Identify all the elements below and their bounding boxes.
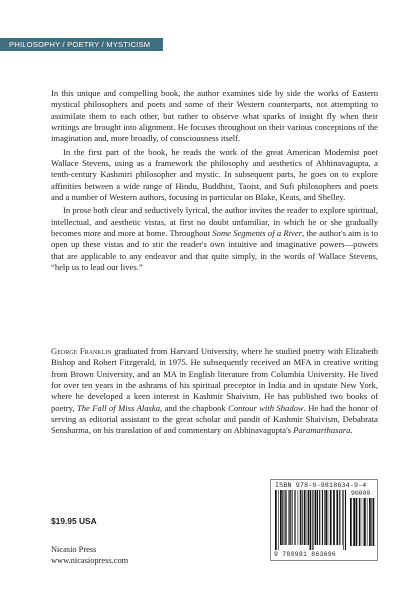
barcode-bar — [324, 490, 325, 545]
ean-right-digits: 863696 — [311, 551, 337, 558]
barcode-bar — [317, 490, 318, 545]
price-label: $19.95 USA — [51, 516, 97, 526]
description-p3-text-a: In prose both clear and seductively lyrical, the author invites the reader to explore spiritual, intellectual, and aesthetic vistas, at first no doubt unfamiliar, in which he or she gradually becomes more and more at home. Throughout — [51, 205, 378, 239]
description-paragraph-2: In the first part of the book, he reads the work of the great American Modernist poet Wallace Stevens, using as a framework the philosophy and aesthetics of Abhinavagupta, a tenth-century Kashmiri philosopher and mystic. In subsequent parts, he goes on to explore affinities between a wide range of Hindu, Buddhist, Taoist, and Sufi philosophers and poets and a number of Western authors, focusing in particular on Blake, Keats, and Shelley. — [51, 146, 378, 203]
barcode-bar — [278, 490, 279, 550]
barcode-bar — [275, 490, 277, 550]
bio-text-4: . — [350, 425, 353, 436]
bio-text-2: , and the chapbook — [160, 402, 229, 413]
barcode-bar — [298, 490, 299, 545]
book-title-1: The Fall of Miss Alaska — [76, 402, 160, 413]
ean-first-digit: 9 — [274, 551, 279, 558]
publisher-info — [51, 544, 128, 566]
barcode-bar — [333, 490, 335, 545]
description-p3-text-b: , the author's aim is to open up these vistas and to stir the reader's own intuitive and imaginative powers—powers that are applicable to any endeavor and that quite simply, in the words of Wallace Stevens, “help us to lead our lives.” — [51, 228, 378, 273]
barcode-bar — [328, 490, 329, 545]
bio-text-3: . He had the honor of serving as editorial assistant to the great scholar and pandit of Kashmir Shaivism, Debabrata Sensharma, on his translation of and commentary on Abhinavagupta's — [51, 402, 379, 436]
barcode-bar — [302, 490, 303, 545]
barcode-bar — [367, 498, 368, 546]
barcode-bar — [325, 490, 327, 545]
barcode-bar — [369, 498, 371, 546]
barcode-bar — [343, 490, 344, 550]
description-paragraph-1: In this unique and compelling book, the author examines side by side the works of Eastern mystical philosophers and poets and some of their Western counterparts, not attempting to assimilate them to each other, but rather to observe what sparks of insight fly when their writings are brought into alignment. He focuses throughout on their various conceptions of the imagination and, more broadly, of consciousness itself. — [51, 88, 378, 144]
description-paragraph-3 — [51, 205, 378, 273]
barcode-bar — [353, 498, 355, 546]
barcode-bar — [371, 498, 372, 546]
barcode-bar — [294, 490, 295, 545]
barcode-bar — [342, 490, 343, 545]
barcode-bar — [304, 490, 306, 545]
category-label: PHILOSOPHY / POETRY / MYSTICISM — [0, 38, 163, 51]
publisher-name: Nicasio Press — [51, 545, 97, 554]
book-title-italic: Some Segments of a River — [212, 228, 302, 239]
barcode-bar — [282, 490, 283, 545]
addon-price-code: 90000 — [351, 490, 371, 497]
barcode-bar — [339, 490, 340, 545]
bio-text-1: graduated from Harvard University, where he studied poetry with Elizabeth Bishop and Robert Fitzgerald, in 1975. He subsequently received an MFA in creative writing from Brown University, and an MA in English literature from Columbia University. He lived for over ten years in the ashrams of his spiritual preceptor in India and in upstate New York, where he developed a keen interest in Kashmir Shaivism. He has published two books of poetry, — [51, 346, 378, 413]
barcode-bar — [345, 490, 346, 550]
barcode-bar — [359, 498, 360, 546]
isbn-text: ISBN 978-0-9818634-9-4 — [275, 482, 367, 489]
barcode-bar — [373, 498, 375, 546]
book-title-3: Paramarthasara — [293, 425, 351, 436]
barcode-bar — [364, 498, 366, 546]
barcode-bar — [350, 498, 352, 546]
barcode-bar — [315, 490, 317, 545]
publisher-website: www.nicasiopress.com — [51, 556, 129, 565]
barcode-bar — [361, 498, 362, 546]
author-bio — [51, 346, 378, 437]
barcode-bar — [308, 490, 309, 545]
barcode-bar — [289, 490, 290, 545]
barcode-bar — [310, 490, 312, 550]
barcode-bar — [356, 498, 358, 546]
barcode-bar — [285, 490, 286, 545]
barcode-bar — [312, 490, 313, 550]
ean-barcode-bars — [274, 490, 348, 550]
book-description — [51, 88, 378, 274]
barcode-bar — [292, 490, 293, 545]
barcode-bar — [307, 490, 308, 545]
barcode-bar — [295, 490, 296, 545]
barcode-bar — [280, 490, 282, 545]
ean-left-digits: 780981 — [282, 551, 308, 558]
barcode-bar — [322, 490, 323, 545]
barcode-bar — [330, 490, 332, 545]
addon-barcode-bars — [349, 498, 375, 546]
barcode-bar — [363, 498, 364, 546]
barcode-bar — [336, 490, 338, 545]
barcode-bar — [286, 490, 287, 545]
book-title-2: Contour with Shadow — [228, 402, 304, 413]
author-name: George Franklin — [51, 346, 112, 356]
barcode-bar — [290, 490, 291, 545]
barcode-bar — [300, 490, 301, 545]
barcode-bar — [319, 490, 320, 545]
barcode — [270, 479, 378, 561]
ean-digits — [274, 551, 336, 558]
